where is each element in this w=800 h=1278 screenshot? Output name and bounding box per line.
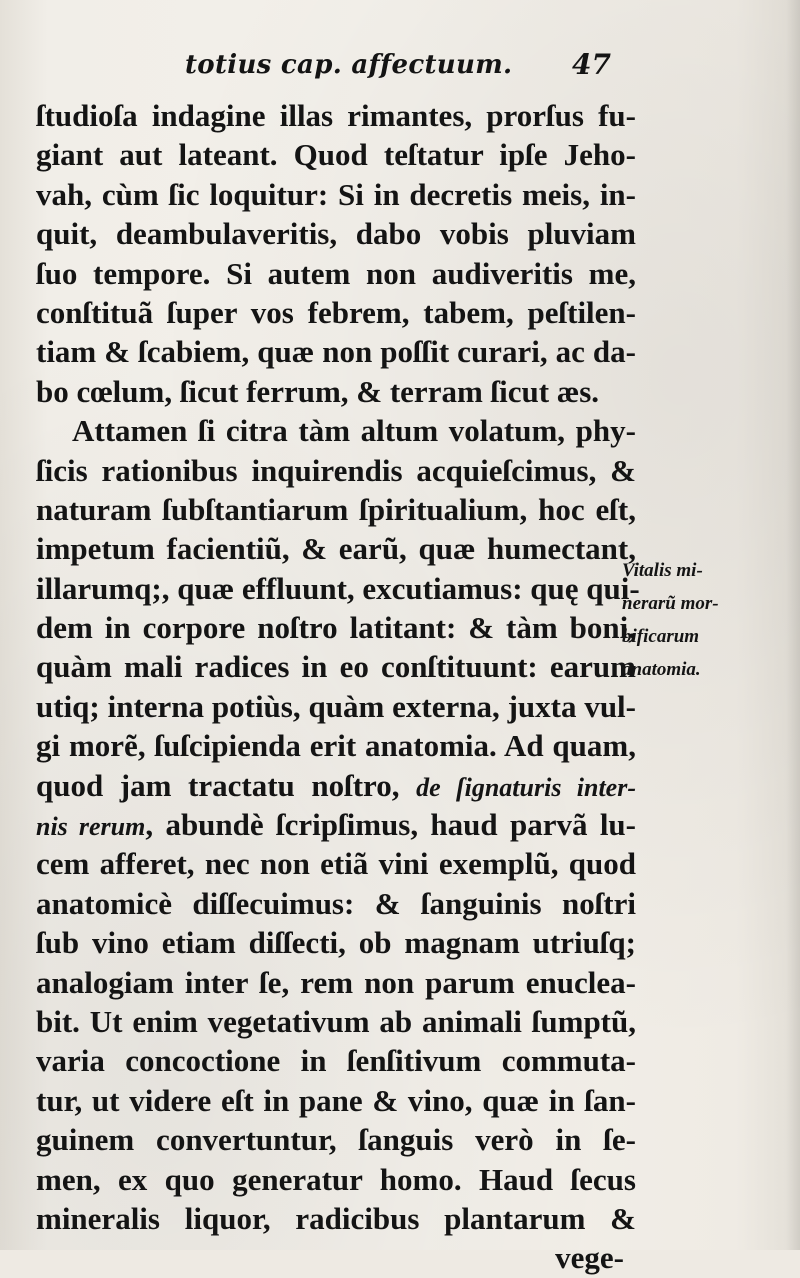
- text-line: ſtudioſa indagine illas rimantes, prorſus fu-: [36, 98, 636, 133]
- text-line: quit, deambulaveritis, dabo vobis pluviam: [36, 216, 636, 252]
- paragraph-first-line: Attamen ſi citra tàm altum volatum, phy-: [72, 413, 636, 449]
- text-line: ſicis rationibus inquirendis acquieſcimus, &: [36, 452, 636, 488]
- text-line: bit. Ut enim vegetativum ab animali ſumptũ,: [36, 1003, 636, 1039]
- marginal-note-line: nerarũ mor-: [622, 593, 719, 614]
- text-line-with-italic: [36, 766, 636, 805]
- text-line: anatomicè diſſecuimus: & ſanguinis noſtri: [36, 885, 636, 921]
- text-line: utiq; interna potiùs, quàm externa, juxta vul-: [36, 688, 636, 724]
- text-line: men, ex quo generatur homo. Haud ſecus: [36, 1161, 636, 1197]
- text-line: vah, cùm ſic loquitur: Si in decretis meis, in-: [36, 176, 636, 212]
- marginal-note-line: anatomia.: [622, 659, 701, 680]
- text-line: varia concoctione in ſenſitivum commuta-: [36, 1043, 636, 1079]
- text-line: guinem convertuntur, ſanguis verò in ſe-: [36, 1122, 636, 1158]
- text-line: bo cœlum, ſicut ferrum, & terram ſicut æs.: [36, 373, 600, 409]
- text-line: ſuo tempore. Si autem non audiveritis me,: [36, 255, 636, 291]
- text-line: analogiam inter ſe, rem non parum enuclea-: [36, 964, 636, 1000]
- text-line: cem afferet, nec non etiã vini exemplũ, quod: [36, 846, 636, 882]
- text-line: gi morẽ, ſuſcipienda erit anatomia. Ad quam,: [36, 728, 636, 764]
- text-line: ſub vino etiam diſſecti, ob magnam utriuſq;: [36, 925, 636, 961]
- marginal-note: [622, 554, 792, 686]
- marginal-note-line: Vitalis mi-: [622, 560, 703, 581]
- text-line: naturam ſubſtantiarum ſpiritualium, hoc eſt,: [36, 491, 636, 527]
- text-line: conſtituã ſuper vos febrem, tabem, peſtilen-: [36, 294, 636, 330]
- running-head: totius cap. affectuum.: [185, 50, 513, 80]
- text-line: impetum facientiũ, & earũ, quæ humectant,: [36, 531, 636, 567]
- text-line: dem in corpore noſtro latitant: & tàm boni,: [36, 610, 636, 646]
- text-line: tur, ut videre eſt in pane & vino, quæ in ſan-: [36, 1082, 636, 1118]
- text-line: giant aut lateant. Quod teſtatur ipſe Jeho-: [36, 137, 636, 173]
- catchword: vege-: [555, 1240, 624, 1276]
- page-number: 47: [572, 48, 611, 81]
- italic-title-fragment: de ſignaturis inter-: [416, 772, 636, 802]
- italic-title-fragment: nis rerum: [36, 812, 146, 842]
- text-line: nis rerum, abundè ſcripſimus, haud parvã lu-: [36, 807, 636, 843]
- page-edge-shadow: [786, 0, 800, 1250]
- text-line: quàm mali radices in eo conſtituunt: earum: [36, 649, 636, 685]
- text-line: mineralis liquor, radicibus plantarum &: [36, 1200, 636, 1236]
- main-text-block: [36, 96, 640, 1278]
- marginal-note-line: bificarum: [622, 626, 700, 647]
- text-line: tiam & ſcabiem, quæ non poſſit curari, ac da-: [36, 334, 636, 370]
- text-line: illarumq;, quæ effluunt, excutiamus: quę qui-: [36, 570, 640, 606]
- text-segment: quod jam tractatu noſtro,: [36, 767, 400, 803]
